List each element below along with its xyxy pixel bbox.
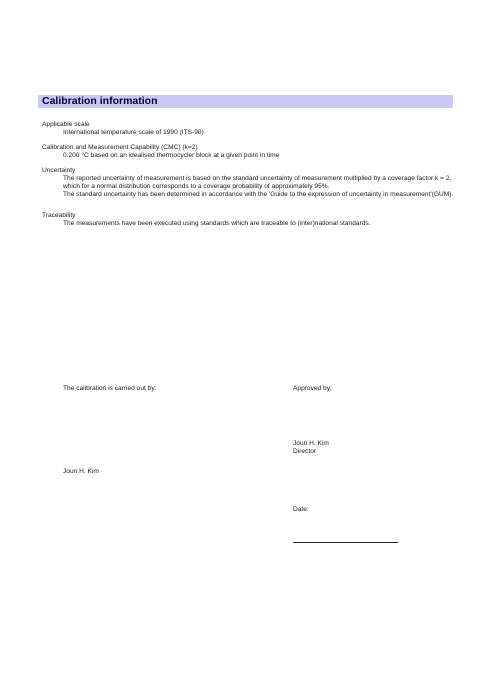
approved-by-label: Approved by: (293, 385, 332, 392)
traceability-block (42, 212, 468, 228)
traceability-label: Traceability (42, 212, 76, 219)
date-signature-line (293, 542, 398, 543)
approver-name: Joun H. Kim (293, 440, 329, 447)
applicable-scale-value: International temperature scale of 1990 (ITS-90) (63, 129, 204, 136)
date-label: Date: (293, 506, 309, 513)
cmc-value: 0.200 °C based on an idealised thermocycler block at a given point in time (63, 152, 280, 159)
cmc-label: Calibration and Measurement Capability (CMC) (k=2) (42, 144, 198, 151)
carried-out-label: The calibration is carried out by: (63, 385, 157, 392)
uncertainty-block (42, 167, 468, 199)
applicable-scale-block (42, 121, 468, 137)
cmc-block (42, 144, 468, 160)
traceability-value: The measurements have been executed using standards which are traceable to (inter)national standards. (63, 220, 371, 227)
uncertainty-label: Uncertainty (42, 167, 76, 174)
applicable-scale-label: Applicable scale (42, 121, 90, 128)
carried-out-name: Joun H. Kim (63, 468, 99, 475)
uncertainty-text-2: The standard uncertainty has been determined in accordance with the 'Guide to the expression of uncertainty in measurement'(GUM). (63, 191, 454, 198)
uncertainty-text-1: The reported uncertainty of measurement is based on the standard uncertainty of measurement multiplied by a coverage factor k = 2, which for a normal distribution corresponds to a coverage probability of approximately 95%. (63, 175, 452, 190)
approver-title: Director (293, 448, 317, 455)
section-title: Calibration information (38, 95, 453, 108)
